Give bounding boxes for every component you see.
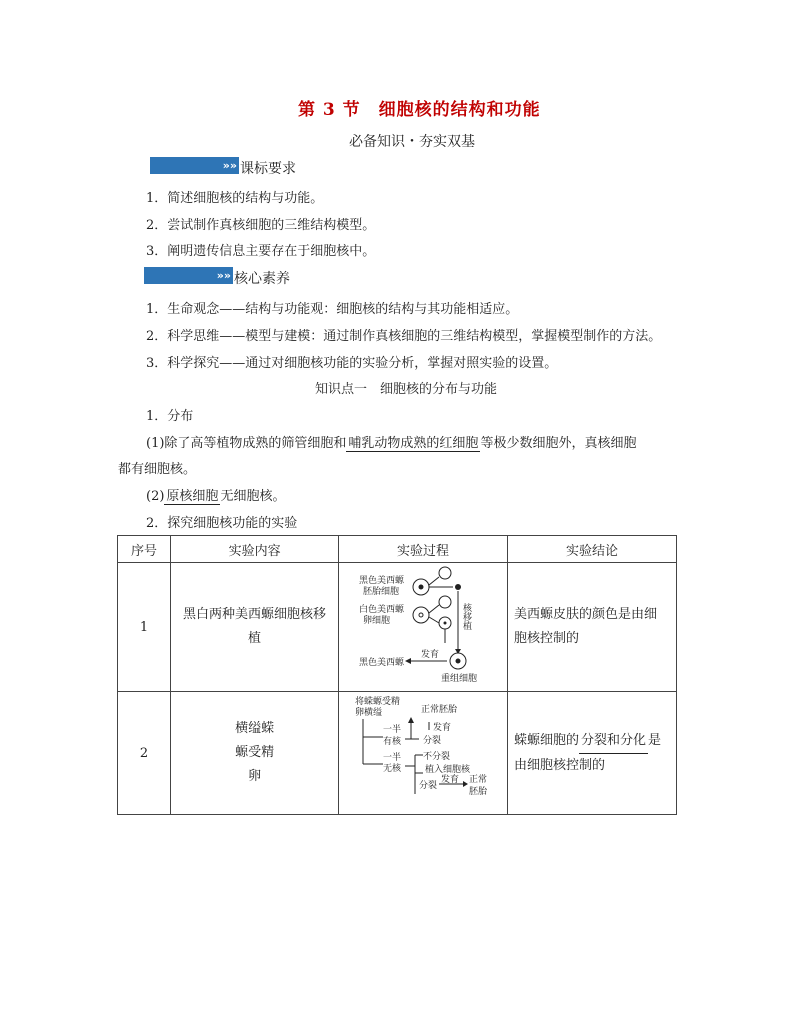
diagram-label: 胚胎细胞 (363, 587, 400, 597)
diagram-label: 一半 (383, 753, 402, 763)
diagram-label: 黑色美西螈 (359, 658, 405, 668)
cell-icon (439, 596, 451, 608)
list-item: 1．生命观念——结构与功能观：细胞核的结构与其功能相适应。 (146, 302, 519, 317)
diagram-label: 核移植 (461, 603, 472, 630)
experiment-content: 横缢蝾 螈受精 卵 (171, 692, 339, 815)
experiment-process-diagram (339, 692, 508, 815)
experiment-table (117, 535, 677, 815)
diagram-label: 正常 (469, 775, 488, 785)
diagram-label: 无核 (383, 764, 402, 774)
table-row (118, 563, 677, 692)
answer-blank: 哺乳动物成熟的红细胞 (346, 432, 480, 452)
diagram-label: 发育 (421, 650, 440, 660)
diagram-label: 有核 (383, 737, 402, 747)
section-heading-standards: 课标要求 (240, 161, 296, 177)
diagram-label: 分裂 (419, 781, 438, 791)
list-item: 2．科学思维——模型与建模：通过制作真核细胞的三维结构模型，掌握模型制作的方法。 (146, 329, 662, 344)
answer-blank: 原核细胞 (164, 485, 220, 505)
diagram-label: 重组细胞 (441, 674, 478, 684)
table-header-row (118, 536, 677, 563)
column-header: 实验过程 (339, 536, 508, 563)
constriction-diagram (339, 692, 507, 810)
distribution-paragraph-1: (1)除了高等植物成熟的筛管细胞和 哺乳动物成熟的红细胞 等极少数细胞外，真核细胞 (146, 432, 636, 452)
section-banner (144, 267, 233, 284)
nucleus-icon (419, 585, 424, 590)
list-item: 1．简述细胞核的结构与功能。 (146, 191, 324, 206)
page-title: 第 3 节 细胞核的结构和功能 (298, 100, 541, 120)
chevron-right-icon: »» (216, 269, 231, 282)
section-heading-core: 核心素养 (234, 271, 290, 287)
cell-icon (439, 567, 451, 579)
knowledge-point-heading: 知识点一 细胞核的分布与功能 (315, 382, 498, 397)
diagram-label: 将蝾螈受精 (355, 697, 401, 707)
list-item: 3．科学探究——通过对细胞核功能的实验分析，掌握对照实验的设置。 (146, 356, 558, 371)
distribution-paragraph-2: (2) 原核细胞 无细胞核。 (146, 485, 285, 505)
experiment-content: 黑白两种美西螈细胞核移植 (171, 563, 339, 692)
nuclear-transplant-diagram (339, 563, 507, 687)
diagram-label: 分裂 (423, 736, 442, 746)
answer-blank: 分裂和分化 (579, 729, 648, 754)
diagram-label: 卵横缢 (355, 708, 383, 718)
table-row (118, 692, 677, 815)
nucleus-icon (455, 584, 461, 590)
diagram-label: 白色美西螈 (359, 605, 405, 615)
diagram-label: 黑色美西螈 (359, 576, 405, 586)
diagram-label: 正常胚胎 (421, 705, 458, 715)
column-header: 序号 (118, 536, 171, 563)
distribution-paragraph-1-cont: 都有细胞核。 (118, 462, 197, 477)
list-item: 2．尝试制作真核细胞的三维结构模型。 (146, 218, 376, 233)
diagram-label: 不分裂 (423, 752, 451, 762)
page-subtitle: 必备知识・夯实双基 (349, 134, 475, 150)
column-header: 实验结论 (508, 536, 677, 563)
diagram-label: 一半 (383, 725, 402, 735)
experiment-conclusion: 蝾螈细胞的 分裂和分化 是由细胞核控制的 (508, 692, 677, 815)
chevron-right-icon: »» (222, 159, 237, 172)
list-item: 3．阐明遗传信息主要存在于细胞核中。 (146, 244, 376, 259)
diagram-label: 发育 (441, 775, 460, 785)
column-header: 实验内容 (171, 536, 339, 563)
distribution-heading: 1．分布 (146, 409, 194, 424)
diagram-label: 胚胎 (469, 787, 488, 797)
section-banner (150, 157, 239, 174)
diagram-label: 发育 (433, 723, 452, 733)
row-number: 1 (118, 563, 171, 692)
diagram-label: 卵细胞 (363, 616, 391, 626)
experiment-heading: 2．探究细胞核功能的实验 (146, 516, 298, 531)
experiment-conclusion: 美西螈皮肤的颜色是由细胞核控制的 (508, 563, 677, 692)
diagram-label: 植入细胞核 (425, 765, 471, 775)
experiment-process-diagram (339, 563, 508, 692)
row-number: 2 (118, 692, 171, 815)
